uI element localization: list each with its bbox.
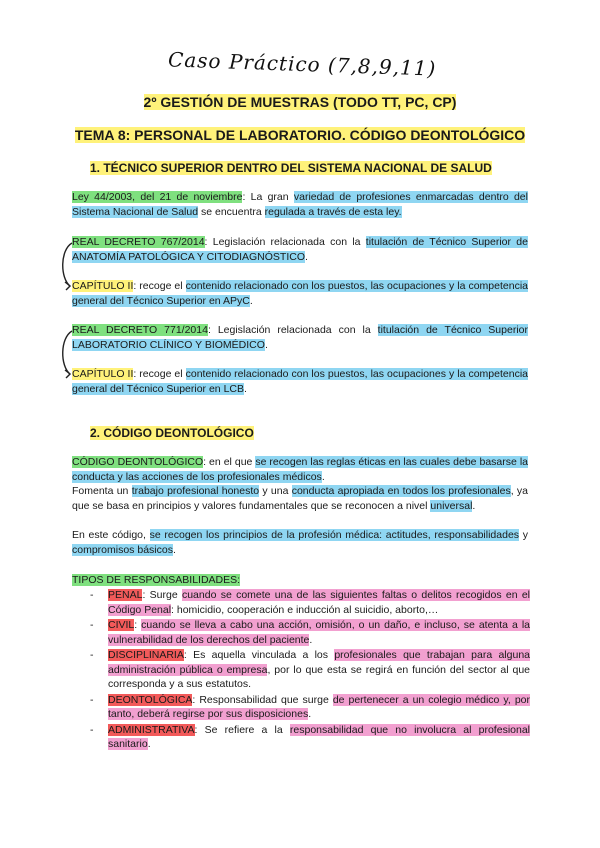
handwritten-title: Caso Práctico (7,8,9,11) [167,47,437,81]
principios-paragraph: En este código, se recogen los principios de la profesión médica: actitudes, responsabilidades y compromisos básicos. [72,529,528,556]
list-item: - DEONTOLÓGICA: Responsabilidad que surge de pertenecer a un colegio médico y, por tanto, deberá regirse por sus disposiciones. [90,693,530,720]
responsibility-list [90,588,530,753]
capitulo-lcb-paragraph: CAPÍTULO II: recoge el contenido relacionado con los puestos, las ocupaciones y la competencia general del Técnico Superior en LCB. [72,368,528,395]
topic-title: TEMA 8: PERSONAL DE LABORATORIO. CÓDIGO DEONTOLÓGICO [74,127,526,143]
capitulo-apyc-paragraph: CAPÍTULO II: recoge el contenido relacionado con los puestos, las ocupaciones y la competencia general del Técnico Superior en APyC. [72,280,528,307]
arrow-icon-apyc [58,240,78,292]
types-label: TIPOS DE RESPONSABILIDADES: [72,574,241,586]
list-item: - ADMINISTRATIVA: Se refiere a la responsabilidad que no involucra al profesional sanitario. [90,723,530,750]
list-item: - PENAL: Surge cuando se comete una de las siguientes faltas o delitos recogidos en el Código Penal: homicidio, cooperación e inducción al suicidio, aborto,… [90,589,531,616]
codigo-definition: CÓDIGO DEONTOLÓGICO: en el que se recogen las reglas éticas en las cuales debe basarse la conducta y las acciones de los profesionales médicos. [72,456,528,483]
arrow-icon-lcb [58,328,78,380]
section1-heading: 1. TÉCNICO SUPERIOR DENTRO DEL SISTEMA NACIONAL DE SALUD [90,161,492,175]
fomenta-paragraph: Fomenta un trabajo profesional honesto y una conducta apropiada en todos los profesionales, ya que se basa en principios y valores fundamentales que se reconocen a nivel universal. [72,485,528,512]
main-title: 2º GESTIÓN DE MUESTRAS (TODO TT, PC, CP) [143,94,457,110]
rd767-paragraph: REAL DECRETO 767/2014: Legislación relacionada con la titulación de Técnico Superior de ANATOMÍA PATOLÓGICA Y CITODIAGNÓSTICO. [72,236,528,263]
rd771-paragraph: REAL DECRETO 771/2014: Legislación relacionada con la titulación de Técnico Superior LABORATORIO CLÍNICO Y BIOMÉDICO. [72,324,528,351]
section2-heading: 2. CÓDIGO DEONTOLÓGICO [90,426,254,440]
list-item: - CIVIL: cuando se lleva a cabo una acción, omisión, o un daño, e incluso, se atenta a la vulnerabilidad de los derechos del paciente. [90,619,530,646]
ley-paragraph: Ley 44/2003, del 21 de noviembre: La gran variedad de profesiones enmarcadas dentro del Sistema Nacional de Salud se encuentra regulada a través de esta ley. [72,191,528,218]
list-item: - DISCIPLINARIA: Es aquella vinculada a los profesionales que trabajan para alguna administración pública o empresa, por lo que esta se regirá en función del sector al que corresponda y a sus estatutos. [90,649,530,690]
